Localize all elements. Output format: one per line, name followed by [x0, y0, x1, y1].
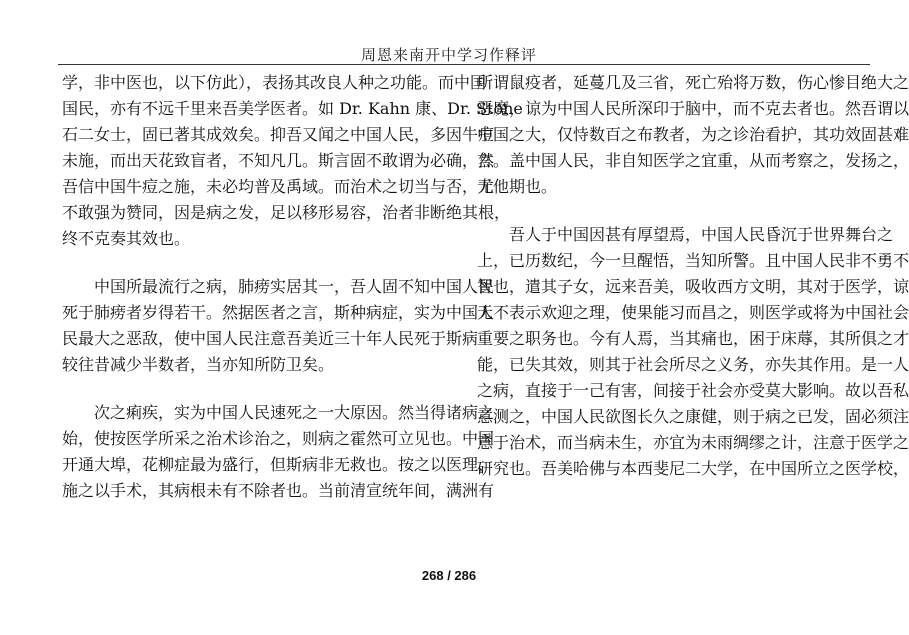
text-line: 之病，直接于一己有害，间接于社会亦受莫大影响。故以吾私	[477, 381, 909, 400]
header-rule	[58, 64, 870, 65]
running-header: 周恩来南开中学习作释评	[360, 46, 537, 64]
text-line: 言。盖中国人民，非自知医学之宜重，从而考察之，发扬之，	[477, 151, 909, 170]
paragraph-gap	[477, 200, 859, 222]
text-line: 不敢强为赞同，因是病之发，足以移形易容，治者非断绝其根，	[62, 203, 511, 222]
text-line: 较往昔减少半数者，当亦知所防卫矣。	[62, 355, 335, 374]
right-text-column	[477, 70, 909, 482]
text-line: 中国之大，仅恃数百之布教者，为之诊治看护，其功效固甚难	[477, 125, 909, 144]
text-line: 重要之职务也。今有人焉，当其痛也，困于床蓐，其所俱之才	[477, 329, 909, 348]
page-number: 268 / 286	[421, 568, 477, 583]
text-line: 未施，而出天花致盲者，不知凡几。斯言固不敢谓为必确，然	[62, 151, 495, 170]
paragraph-gap	[62, 252, 444, 274]
text-line: 所谓鼠疫者，延蔓几及三省，死亡殆将万数，伤心惨目绝大之	[477, 73, 909, 92]
text-line: 无他期也。	[477, 177, 558, 196]
text-line: 意测之，中国人民欲图长久之康健，则于病之已发，固必须注	[477, 407, 909, 426]
text-line: 吾信中国牛痘之施，未必均普及禹域。而治术之切当与否，尤	[62, 177, 495, 196]
text-line: 能，已失其效，则其于社会所尽之义务，亦失其作用。是一人	[477, 355, 909, 374]
text-line: 智也，遣其子女，远来吾美，吸收西方文明，其对于医学，谅	[477, 277, 909, 296]
text-line: 终不克奏其效也。	[62, 229, 191, 248]
text-line: 学，非中医也，以下仿此），表扬其改良人种之功能。而中国	[62, 73, 487, 92]
text-line: 无不表示欢迎之理，使果能习而昌之，则医学或将为中国社会	[477, 303, 909, 322]
text-line: 民最大之恶敌，使中国人民注意吾美近三十年人民死于斯病	[62, 329, 479, 348]
text-line: 中国所最流行之病，肺痨实居其一，吾人固不知中国人民	[94, 277, 495, 296]
text-line: 恶魔，谅为中国人民所深印于脑中，而不克去者也。然吾谓以	[477, 99, 909, 118]
text-line: 死于肺痨者岁得若干。然据医者之言，斯种病症，实为中国人	[62, 303, 495, 322]
text-line: 次之痢疾，实为中国人民速死之一大原因。然当得诸病之	[94, 403, 495, 422]
text-line: 施之以手术，其病根未有不除者也。当前清宣统年间，满洲有	[62, 481, 495, 500]
text-line: 石二女士，固已著其成效矣。抑吾又闻之中国人民，多因牛痘	[62, 125, 495, 144]
text-line: 始，使按医学所采之治术诊治之，则病之霍然可立见也。中国	[62, 429, 495, 448]
text-line: 研究也。吾美哈佛与本西斐尼二大学，在中国所立之医学校，	[477, 459, 909, 478]
text-line: 国民，亦有不远千里来吾美学医者。如 Dr. Kahn 康、Dr. Stone	[62, 99, 523, 118]
text-line: 吾人于中国因甚有厚望焉，中国人民昏沉于世界舞台之	[509, 225, 894, 244]
paragraph-gap	[62, 378, 444, 400]
text-line: 意于治术，而当病未生，亦宜为未雨绸缪之计，注意于医学之	[477, 433, 909, 452]
text-line: 上，已历数纪，今一旦醒悟，当知所警。且中国人民非不勇不	[477, 251, 909, 270]
text-line: 开通大埠，花柳症最为盛行，但斯病非无救也。按之以医理，	[62, 455, 495, 474]
